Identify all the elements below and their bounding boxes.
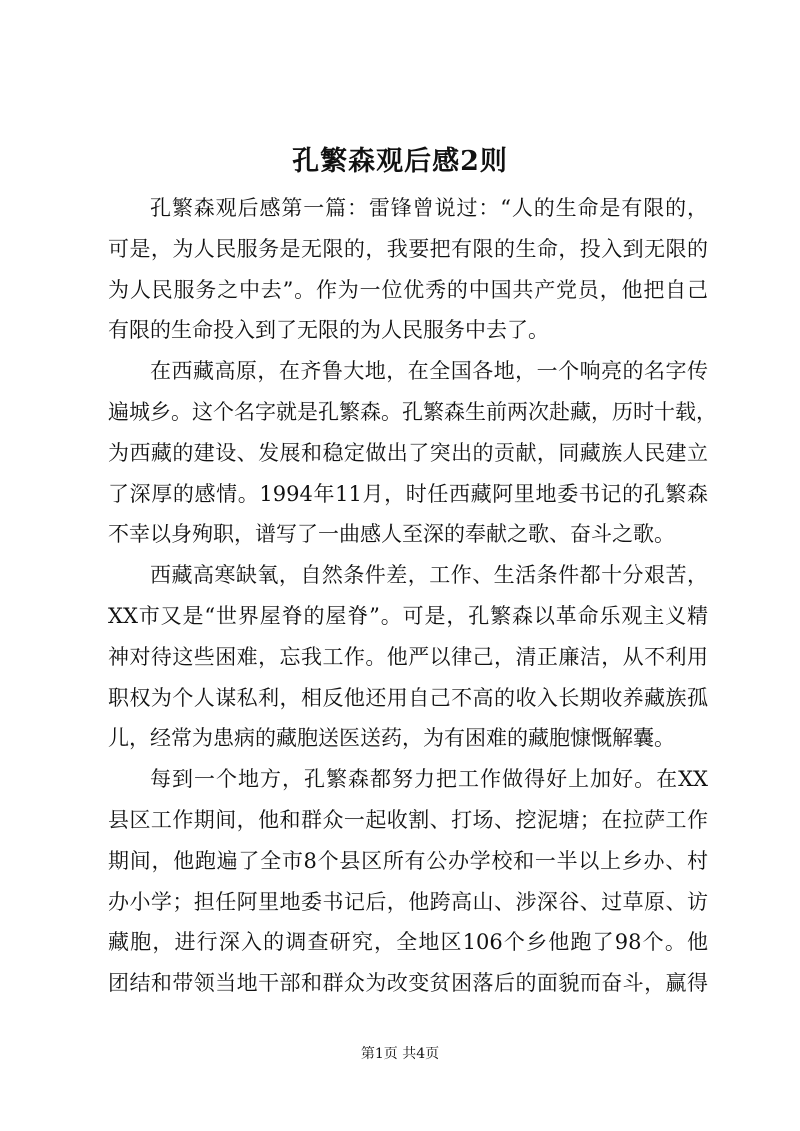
text-line: 不幸以身殉职，谱写了一曲感人至深的奉献之歌、奋斗之歌。	[108, 522, 675, 547]
text-line: 可是，为人民服务是无限的，我要把有限的生命，投入到无限的	[108, 236, 708, 261]
text-line: 职权为个人谋私利，相反他还用自己不高的收入长期收养藏族孤	[108, 685, 708, 710]
text-line: 县区工作期间，他和群众一起收割、打场、挖泥塘；在拉萨工作	[108, 807, 708, 832]
text-line: 孔繁森观后感第一篇：雷锋曾说过：“人的生命是有限的，	[150, 196, 708, 220]
paragraph-4	[108, 759, 708, 1004]
text-line: 期间，他跑遍了全市8个县区所有公办学校和一半以上乡办、村	[108, 848, 708, 873]
text-line: 了深厚的感情。1994年11月，时任西藏阿里地委书记的孔繁森	[108, 481, 708, 506]
document-body	[108, 188, 717, 1004]
document-title: 孔繁森观后感2则	[292, 146, 508, 177]
text-line: 每到一个地方，孔繁森都努力把工作做得好上加好。在XX	[150, 767, 708, 792]
text-line: 神对待这些困难，忘我工作。他严以律己，清正廉洁，从不利用	[108, 644, 708, 669]
text-line: 为西藏的建设、发展和稳定做出了突出的贡献，同藏族人民建立	[108, 440, 708, 465]
text-line: 团结和带领当地干部和群众为改变贫困落后的面貌而奋斗，赢得	[108, 971, 708, 996]
text-line: 为人民服务之中去”。作为一位优秀的中国共产党员，他把自己	[108, 277, 708, 302]
paragraph-1	[108, 188, 708, 351]
text-line: 西藏高寒缺氧，自然条件差，工作、生活条件都十分艰苦，	[150, 563, 708, 588]
text-line: 办小学；担任阿里地委书记后，他跨高山、涉深谷、过草原、访	[108, 889, 708, 914]
text-line: 藏胞，进行深入的调查研究，全地区106个乡他跑了98个。他	[108, 930, 708, 955]
text-line: 遍城乡。这个名字就是孔繁森。孔繁森生前两次赴藏，历时十载，	[108, 399, 717, 424]
text-line: 在西藏高原，在齐鲁大地，在全国各地，一个响亮的名字传	[150, 359, 708, 384]
text-line: 有限的生命投入到了无限的为人民服务中去了。	[108, 318, 549, 343]
text-line: 儿，经常为患病的藏胞送医送药，为有困难的藏胞慷慨解囊。	[108, 726, 675, 751]
paragraph-2	[108, 351, 717, 555]
page-number-footer: 第1页 共4页	[360, 1046, 440, 1062]
text-line: XX市又是“世界屋脊的屋脊”。可是，孔繁森以革命乐观主义精	[108, 603, 708, 628]
paragraph-3	[108, 555, 708, 759]
